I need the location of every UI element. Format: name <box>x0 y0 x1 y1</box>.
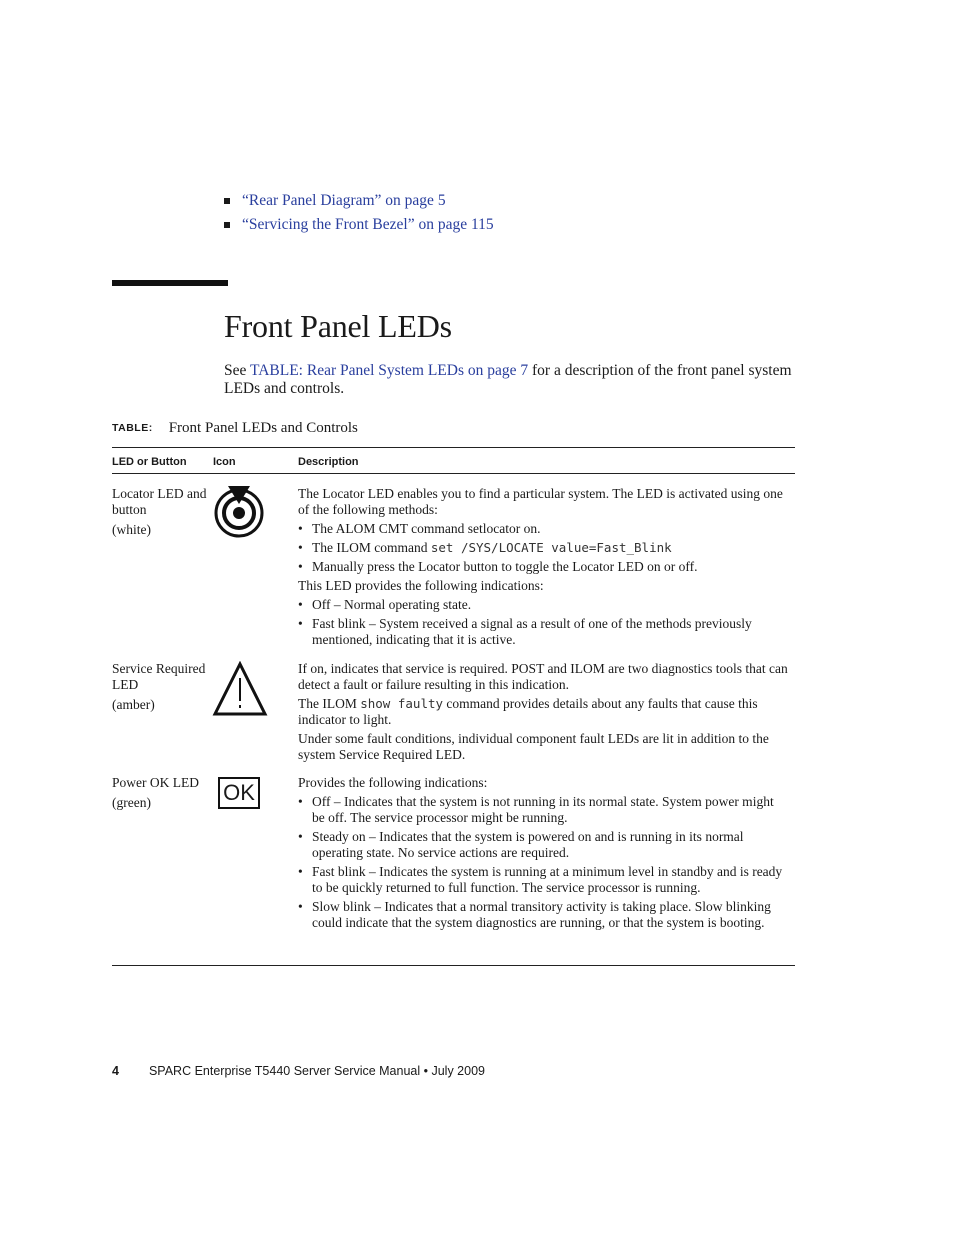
list-item: • Manually press the Locator button to toggle the Locator LED on or off. <box>298 559 788 575</box>
description-cell <box>298 661 788 766</box>
table-row-service-required <box>112 649 795 763</box>
list-item: • Steady on – Indicates that the system is powered on and is running in its normal operating state. No service actions are required. <box>298 829 788 861</box>
indication-list <box>298 597 788 648</box>
led-name: Service Required LED <box>112 661 206 692</box>
related-links-list <box>224 191 494 239</box>
bullet-square-icon <box>224 222 230 228</box>
related-link-item <box>224 191 494 215</box>
description-cell <box>298 775 788 934</box>
list-item: • The ALOM CMT command setlocator on. <box>298 521 788 537</box>
list-item-text: The ILOM command <box>312 540 431 555</box>
led-name: Locator LED and button <box>112 486 207 517</box>
description-text: Provides the following indications: <box>298 775 488 790</box>
led-name-cell <box>112 486 207 538</box>
description-text: The Locator LED enables you to find a particular system. The LED is activated using one of the following methods: <box>298 486 783 517</box>
command-code: show faulty <box>360 696 444 711</box>
bullet-square-icon <box>224 198 230 204</box>
table-row-locator <box>112 474 795 649</box>
column-header-description: Description <box>298 456 359 468</box>
list-item: • Off – Normal operating state. <box>298 597 788 613</box>
led-color: (white) <box>112 522 151 537</box>
list-item: • Slow blink – Indicates that a normal transitory activity is taking place. Slow blinking could indicate that the system diagnostics are running, or that the system is booting. <box>298 899 788 931</box>
description-text: This LED provides the following indications: <box>298 578 544 593</box>
table-row-power-ok <box>112 763 795 965</box>
page-number: 4 <box>112 1064 119 1078</box>
intro-text: See <box>224 362 250 379</box>
related-link-front-bezel[interactable]: “Servicing the Front Bezel” on page 115 <box>242 216 494 233</box>
description-fragment: The ILOM <box>298 696 361 711</box>
table-label: TABLE: <box>112 422 153 434</box>
column-header-icon: Icon <box>213 456 236 468</box>
table-header-row <box>112 448 795 474</box>
related-link-rear-panel[interactable]: “Rear Panel Diagram” on page 5 <box>242 192 446 209</box>
table-caption <box>112 420 358 437</box>
led-name: Power OK LED <box>112 775 199 790</box>
command-code: set /SYS/LOCATE value=Fast_Blink <box>430 540 672 555</box>
leds-table <box>112 447 795 966</box>
description-text <box>298 696 788 728</box>
list-item <box>298 540 788 556</box>
description-cell <box>298 486 788 651</box>
description-text: Under some fault conditions, individual component fault LEDs are lit in addition to the system Service Required LED. <box>298 731 769 762</box>
led-color: (green) <box>112 795 151 810</box>
page-title: Front Panel LEDs <box>224 308 452 344</box>
led-color: (amber) <box>112 697 155 712</box>
intro-text: for a description of the front panel system LEDs and controls. <box>224 362 792 397</box>
list-item: • Fast blink – Indicates the system is running at a minimum level in standby and is ready to be quickly returned to full function. The service processor is running. <box>298 864 788 896</box>
footer-text: SPARC Enterprise T5440 Server Service Manual • July 2009 <box>148 1064 485 1078</box>
list-item: • Fast blink – System received a signal as a result of one of the methods previously mentioned, indicating that it is active. <box>298 616 788 648</box>
section-rule <box>112 280 228 286</box>
description-fragment: command provides details about any faults that cause this indicator to light. <box>298 696 758 727</box>
method-list <box>298 521 788 575</box>
ok-icon <box>218 777 260 809</box>
led-name-cell <box>112 775 207 811</box>
page-footer <box>112 1064 485 1078</box>
intro-paragraph <box>224 362 794 398</box>
indication-list <box>298 794 788 931</box>
warning-triangle-icon <box>212 661 268 721</box>
description-text: If on, indicates that service is required. POST and ILOM are two diagnostics tools that can detect a fault or failure resulting in this indication. <box>298 661 788 692</box>
locator-icon <box>212 486 266 544</box>
related-link-item <box>224 215 494 239</box>
table-cross-reference-link[interactable]: TABLE: Rear Panel System LEDs on page 7 <box>249 362 529 379</box>
led-name-cell <box>112 661 207 713</box>
ok-icon-label: OK <box>218 777 260 809</box>
column-header-led: LED or Button <box>112 456 187 468</box>
table-title: Front Panel LEDs and Controls <box>168 420 358 436</box>
list-item: • Off – Indicates that the system is not running in its normal state. System power might be off. The service processor might be running. <box>298 794 788 826</box>
